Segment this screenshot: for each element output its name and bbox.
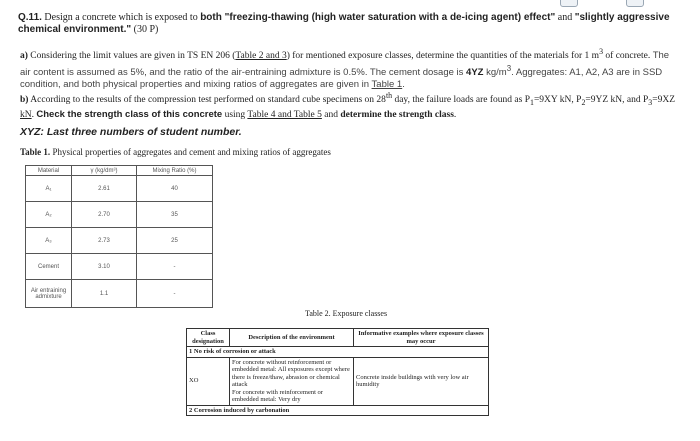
- table2-class: XO: [187, 357, 230, 405]
- part-b-text: .: [453, 110, 457, 121]
- table1-cell: 3.10: [72, 254, 137, 280]
- subscript: 3: [648, 98, 653, 108]
- unit: kg/m: [483, 66, 507, 78]
- table1-cell: A₁: [26, 176, 72, 202]
- question-number: Q.11.: [18, 12, 42, 23]
- toolbar-button[interactable]: [560, 0, 578, 7]
- part-b-bold: Check the strength class of this concrete: [36, 109, 223, 121]
- table-row: [187, 347, 489, 358]
- table2-description: [230, 357, 354, 405]
- part-b-text: day, the failure loads are found as P: [392, 95, 530, 106]
- table2-description-text: For concrete without reinforcement or embedded metal: All exposures except where there is freeze/thaw, abrasion or chemical attack: [232, 358, 350, 388]
- table1-header: γ (kg/dm³): [72, 166, 137, 176]
- table1-cell: 1.1: [72, 280, 137, 308]
- table2-header: Informative examples where exposure classes may occur: [354, 329, 489, 347]
- table-link[interactable]: Table 1: [371, 79, 403, 91]
- subscript: 1: [529, 98, 534, 108]
- question-bold-text: both "freezing-thawing (high water saturation with a de-icing agent) effect": [200, 12, 556, 23]
- superscript: th: [385, 91, 393, 100]
- table-row: [26, 228, 213, 254]
- table2-header: Description of the environment: [230, 329, 354, 347]
- superscript: 3: [599, 47, 604, 56]
- part-a-text: ) for mentioned exposure classes, determine the quantities of the materials for 1 m: [286, 51, 600, 62]
- table-row: [26, 202, 213, 228]
- table1-cell: 35: [137, 202, 213, 228]
- question-text: Design a concrete which is exposed to: [41, 12, 201, 23]
- question-heading: [18, 12, 693, 36]
- question-points: (30 P): [131, 24, 159, 35]
- table2-example: Concrete inside buildings with very low air humidity: [354, 357, 489, 405]
- question-text: and: [555, 12, 575, 23]
- table1-cell: 25: [137, 228, 213, 254]
- table1-cell: 2.61: [72, 176, 137, 202]
- part-b-bold: determine the strength class: [340, 110, 454, 121]
- table1-cell: Air entraining admixture: [26, 280, 72, 308]
- unit: kN: [20, 110, 32, 121]
- top-toolbar: [0, 0, 700, 8]
- table1-cell: 2.73: [72, 228, 137, 254]
- part-a-text: .: [402, 79, 405, 91]
- table1-header: Material: [26, 166, 72, 176]
- table-row: [187, 405, 489, 416]
- part-a: [20, 46, 680, 92]
- table2-section: 1 No risk of corrosion or attack: [187, 347, 489, 358]
- part-a-text: The air content is assumed as 5%, and the ratio of the air-entraining admixture is 0.5%. The cement dosage is: [20, 50, 670, 78]
- part-b-label: b): [20, 95, 29, 106]
- table1-cell: A₃: [26, 228, 72, 254]
- toolbar-button[interactable]: [626, 0, 644, 7]
- superscript: 3: [506, 63, 512, 73]
- subscript: 2: [581, 98, 586, 108]
- part-a-text: Considering the limit values are given in TS EN 206 (: [27, 51, 236, 62]
- part-b: [20, 90, 680, 121]
- table-row: [187, 357, 489, 405]
- table-link[interactable]: Table 4 and Table 5: [247, 110, 322, 121]
- part-b-text: .: [31, 110, 37, 121]
- question-bold-text: "slightly aggressive chemical environment.": [18, 12, 670, 35]
- part-a-text: . Aggregates: A1, A2, A3 are in SSD condition, and both physical properties and mixing ratios of aggregates are given in: [20, 66, 663, 91]
- table1: [25, 165, 213, 308]
- part-a-label: a): [20, 51, 28, 62]
- table1-cell: 40: [137, 176, 213, 202]
- table1-cell: -: [137, 254, 213, 280]
- table1-caption: [20, 147, 331, 157]
- xyz-note: XYZ: Last three numbers of student number.: [20, 126, 242, 138]
- part-b-text: and: [321, 110, 341, 121]
- part-b-text: According to the results of the compression test performed on standard cube specimens on 28: [28, 95, 386, 106]
- table1-caption-label: Table 1.: [20, 147, 51, 157]
- table2-description-text: For concrete with reinforcement or embedded metal: Very dry: [232, 388, 323, 403]
- cement-dosage: 4YZ: [466, 66, 484, 78]
- table-row: [26, 254, 213, 280]
- part-b-text: =9XY kN, P: [533, 95, 582, 106]
- part-b-text: =9XZ: [652, 95, 676, 106]
- part-a-text: of concrete.: [603, 51, 651, 62]
- table1-cell: 2.70: [72, 202, 137, 228]
- table1-cell: Cement: [26, 254, 72, 280]
- table2: [186, 328, 489, 416]
- table1-cell: -: [137, 280, 213, 308]
- table2-section: 2 Corrosion induced by carbonation: [187, 405, 489, 416]
- part-b-text: =9YZ kN, and P: [585, 95, 649, 106]
- part-b-text: using: [222, 110, 248, 121]
- table-link[interactable]: Table 2 and 3: [235, 51, 287, 62]
- table2-header: Class designation: [187, 329, 230, 347]
- table-row: [26, 176, 213, 202]
- table1-caption-text: Physical properties of aggregates and cement and mixing ratios of aggregates: [50, 147, 331, 157]
- table2-caption: Table 2. Exposure classes: [305, 309, 388, 318]
- table1-cell: A₂: [26, 202, 72, 228]
- table1-header: Mixing Ratio (%): [137, 166, 213, 176]
- table-row: [26, 280, 213, 308]
